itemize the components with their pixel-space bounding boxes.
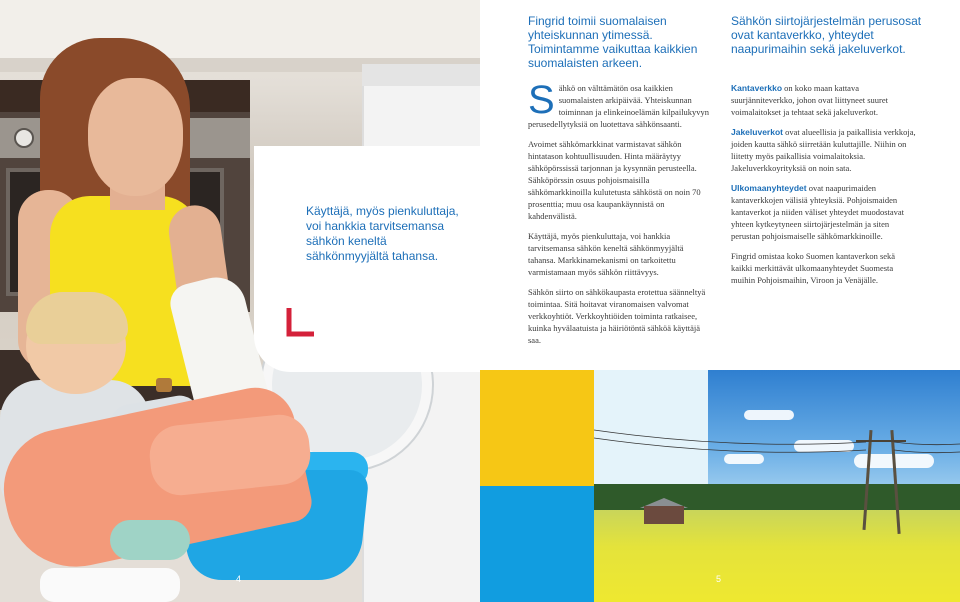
corner-l-icon — [286, 306, 316, 338]
page-number-right: 5 — [716, 574, 722, 584]
intro-text-right: Sähkön siirtojärjestelmän perusosat ovat kantaverkko, yhteydet naapurimaihin sekä jakeluverkot. — [731, 14, 922, 56]
landscape-photo — [594, 370, 960, 602]
paragraph — [731, 182, 916, 242]
cloud — [744, 410, 794, 420]
dropcap: S — [528, 78, 555, 122]
blue-block — [480, 486, 594, 602]
paragraph — [731, 126, 916, 174]
intro-text-left: Fingrid toimii suomalaisen yhteiskunnan ytimessä. Toimintamme vaikuttaa kaikkien suomalaisten arkeen. — [528, 14, 698, 70]
term-jakeluverkot: Jakeluverkot — [731, 127, 783, 137]
callout-quote: Käyttäjä, myös pienkuluttaja, voi hankkia tarvitsemansa sähkön keneltä sähkönmyyjältä tahansa. — [306, 204, 459, 263]
baby-hair — [26, 292, 128, 344]
paragraph — [731, 82, 916, 118]
body-column-2 — [731, 82, 916, 294]
wristwatch — [156, 378, 172, 392]
oven-knob — [14, 128, 34, 148]
baby-leg — [110, 520, 190, 560]
paragraph: Fingrid omistaa koko Suomen kantaverkon sekä kaikki merkittävät ulkomaanyhteydet Suomesta muihin Pohjoismaihin, Viroon ja Venäjälle. — [731, 251, 896, 285]
paragraph: Sähkön siirto on sähkökaupasta erotettua säänneltyä toimintaa. Sitä hoitavat viranomaisen valvomat verkkoyhtiöt. Verkkoyhtiöiden toiminta ratkaisee, kuinka hyvälaatuista ja häiriötöntä sähköä käyttäjä saa. — [528, 287, 706, 345]
paragraph — [528, 78, 713, 130]
paragraph: Käyttäjä, myös pienkuluttaja, voi hankkia tarvitsemansa sähkön keneltä sähkönmyyjältä tahansa. Markkinamekanismi on tarkoitettu varmistamaan myös sähkön riittävyys. — [528, 231, 684, 277]
power-lines — [594, 420, 960, 480]
term-kantaverkko: Kantaverkko — [731, 83, 783, 93]
paragraph-text: ovat alueellisia ja paikallisia verkkoja, joiden kautta sähkö siirretään kuluttajille. Niihin on liitetty myös paikallisia voimalaitoksia. Jakeluverkkoyrityksiä on noin sata. — [731, 127, 916, 173]
body-column-1 — [528, 78, 713, 354]
page-number-left: 4 — [236, 574, 242, 584]
paragraph-text: on koko maan kattava suurjänniteverkko, johon ovat liittyneet suuret voimalaitokset ja tehtaat sekä jakeluverkot. — [731, 83, 888, 117]
paragraph-text: ovat naapurimaiden kantaverkkojen välisiä yhteyksiä. Pohjoismaiden kantaverkot ja niiden väliset yhteydet muodostavat yhteen kytkeytyneen siirtojärjestelmän ja siten perustan pohjoismaiselle sähkömarkkinoille. — [731, 183, 905, 241]
barn — [644, 506, 684, 524]
white-cloth — [40, 568, 180, 602]
yellow-block — [480, 370, 594, 486]
paragraph: Avoimet sähkömarkkinat varmistavat sähkön hintatason kohtuullisuuden. Hinta määräytyy sähköpörssissä tarjonnan ja kysynnän perusteella. Sähköpörssin osuus pohjoismaisilla sähkömarkkinoilla kulutetusta sähköstä on noin 70 prosenttia; muu osa kaupankäynnistä on kahdenvälistä. — [528, 139, 701, 221]
paragraph-text: ähkö on välttämätön osa kaikkien suomalaisten arkipäivää. Yhteiskunnan toiminnan ja elinkeinoelämän kilpailukyvyn perusedellytyksiä on luotettava sähkönsaanti. — [528, 83, 710, 129]
washing-machine-top — [362, 64, 480, 86]
woman-face — [88, 78, 183, 196]
term-ulkomaanyhteydet: Ulkomaanyhteydet — [731, 183, 807, 193]
